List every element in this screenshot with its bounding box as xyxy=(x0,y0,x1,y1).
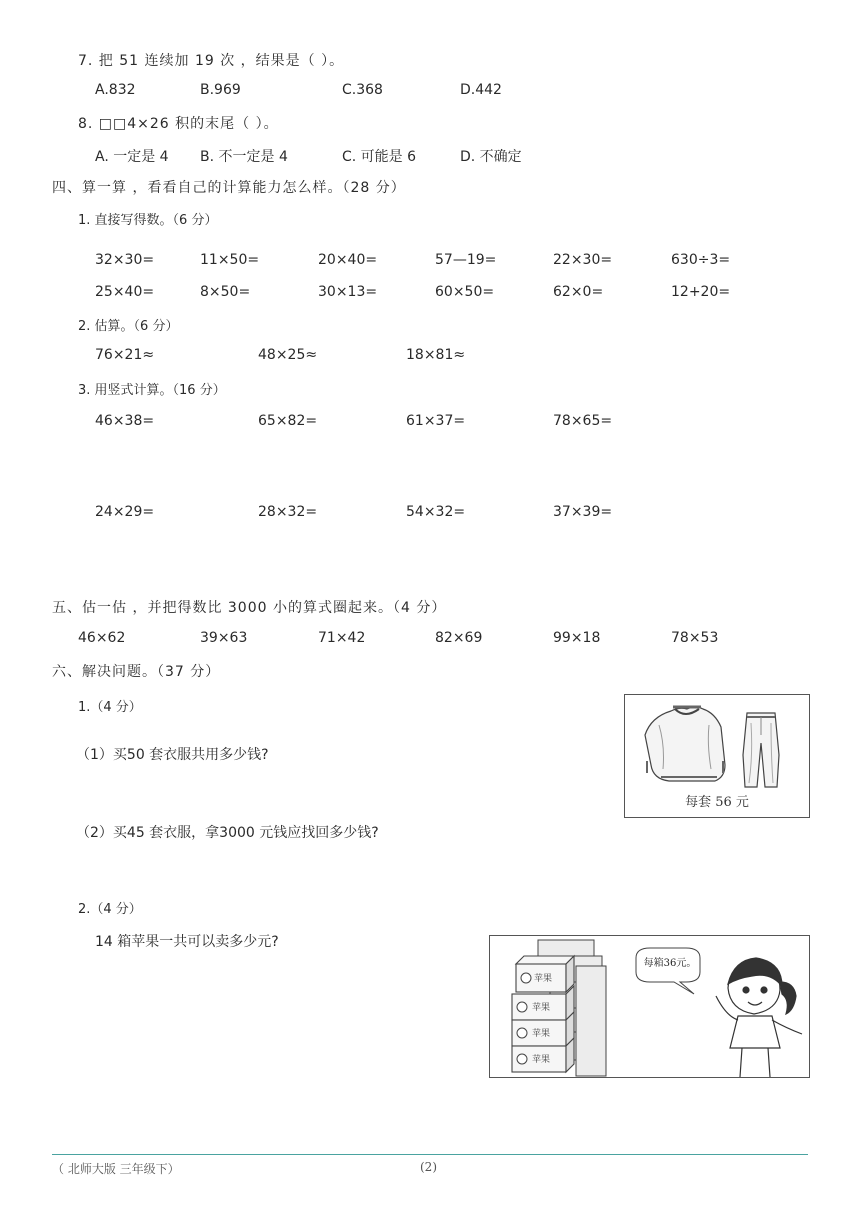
apple-box-label: 苹果 xyxy=(534,974,553,984)
problem1-question2: （2）买45 套衣服，拿3000 元钱应找回多少钱? xyxy=(76,825,379,841)
calc-item: 25×40= xyxy=(95,284,155,300)
section5-title: 五、估一估 ，并把得数比 3000 小的算式圈起来。（4 分） xyxy=(52,600,447,616)
apple-box-label: 苹果 xyxy=(532,1029,551,1039)
calc-item: 12+20= xyxy=(671,284,731,300)
footer-edition: （ 北师大版 三年级下） xyxy=(52,1162,180,1176)
section4-title: 四、算一算 ，看看自己的计算能力怎么样。（28 分） xyxy=(52,180,406,196)
speech-bubble-text: 每箱36元。 xyxy=(643,958,697,969)
vertical-calc-item: 54×32= xyxy=(406,504,466,520)
apple-box-label: 苹果 xyxy=(532,1003,551,1013)
calc-item: 60×50= xyxy=(435,284,495,300)
problem2-question: 14 箱苹果一共可以卖多少元? xyxy=(95,934,279,950)
clothes-price-caption: 每套 56 元 xyxy=(685,795,749,810)
q7-option-a: A.832 xyxy=(95,82,136,98)
q7-option-d: D.442 xyxy=(460,82,502,98)
estimate-item: 76×21≈ xyxy=(95,347,155,363)
estimate-circle-item: 71×42 xyxy=(318,630,366,646)
calc-item: 20×40= xyxy=(318,252,378,268)
section6-title: 六、解决问题。（37 分） xyxy=(52,664,221,680)
apple-boxes-illustration xyxy=(489,935,810,1078)
calc-item: 57—19= xyxy=(435,252,497,268)
vertical-calc-item: 37×39= xyxy=(553,504,613,520)
problem1-question1: （1）买50 套衣服共用多少钱? xyxy=(76,747,269,763)
vertical-calc-item: 46×38= xyxy=(95,413,155,429)
calc-item: 630÷3= xyxy=(671,252,731,268)
section4-part2-title: 2. 估算。（6 分） xyxy=(78,319,179,334)
vertical-calc-item: 65×82= xyxy=(258,413,318,429)
section4-part1-title: 1. 直接写得数。（6 分） xyxy=(78,213,218,228)
q7-option-c: C.368 xyxy=(342,82,383,98)
apple-box-label: 苹果 xyxy=(532,1055,551,1065)
calc-item: 32×30= xyxy=(95,252,155,268)
vertical-calc-item: 61×37= xyxy=(406,413,466,429)
estimate-circle-item: 39×63 xyxy=(200,630,248,646)
problem2-title: 2.（4 分） xyxy=(78,902,142,917)
footer-divider xyxy=(52,1154,808,1155)
q8-option-d: D. 不确定 xyxy=(460,149,522,165)
section4-part3-title: 3. 用竖式计算。（16 分） xyxy=(78,383,226,398)
estimate-circle-item: 46×62 xyxy=(78,630,126,646)
estimate-circle-item: 78×53 xyxy=(671,630,719,646)
vertical-calc-item: 24×29= xyxy=(95,504,155,520)
calc-item: 8×50= xyxy=(200,284,251,300)
q8-option-b: B. 不一定是 4 xyxy=(200,149,288,165)
vertical-calc-item: 28×32= xyxy=(258,504,318,520)
estimate-item: 18×81≈ xyxy=(406,347,466,363)
estimate-circle-item: 82×69 xyxy=(435,630,483,646)
calc-item: 62×0= xyxy=(553,284,604,300)
calc-item: 30×13= xyxy=(318,284,378,300)
q8-option-a: A. 一定是 4 xyxy=(95,149,169,165)
q8-option-c: C. 可能是 6 xyxy=(342,149,417,165)
estimate-item: 48×25≈ xyxy=(258,347,318,363)
estimate-circle-item: 99×18 xyxy=(553,630,601,646)
calc-item: 11×50= xyxy=(200,252,260,268)
calc-item: 22×30= xyxy=(553,252,613,268)
problem1-title: 1.（4 分） xyxy=(78,700,142,715)
q7-option-b: B.969 xyxy=(200,82,241,98)
q8-stem: 8. □□4×26 积的末尾（ ）。 xyxy=(78,116,279,132)
vertical-calc-item: 78×65= xyxy=(553,413,613,429)
clothes-illustration xyxy=(624,694,810,818)
footer-page-number: (2) xyxy=(420,1160,437,1174)
q7-stem: 7. 把 51 连续加 19 次 ，结果是（ ）。 xyxy=(78,53,345,69)
